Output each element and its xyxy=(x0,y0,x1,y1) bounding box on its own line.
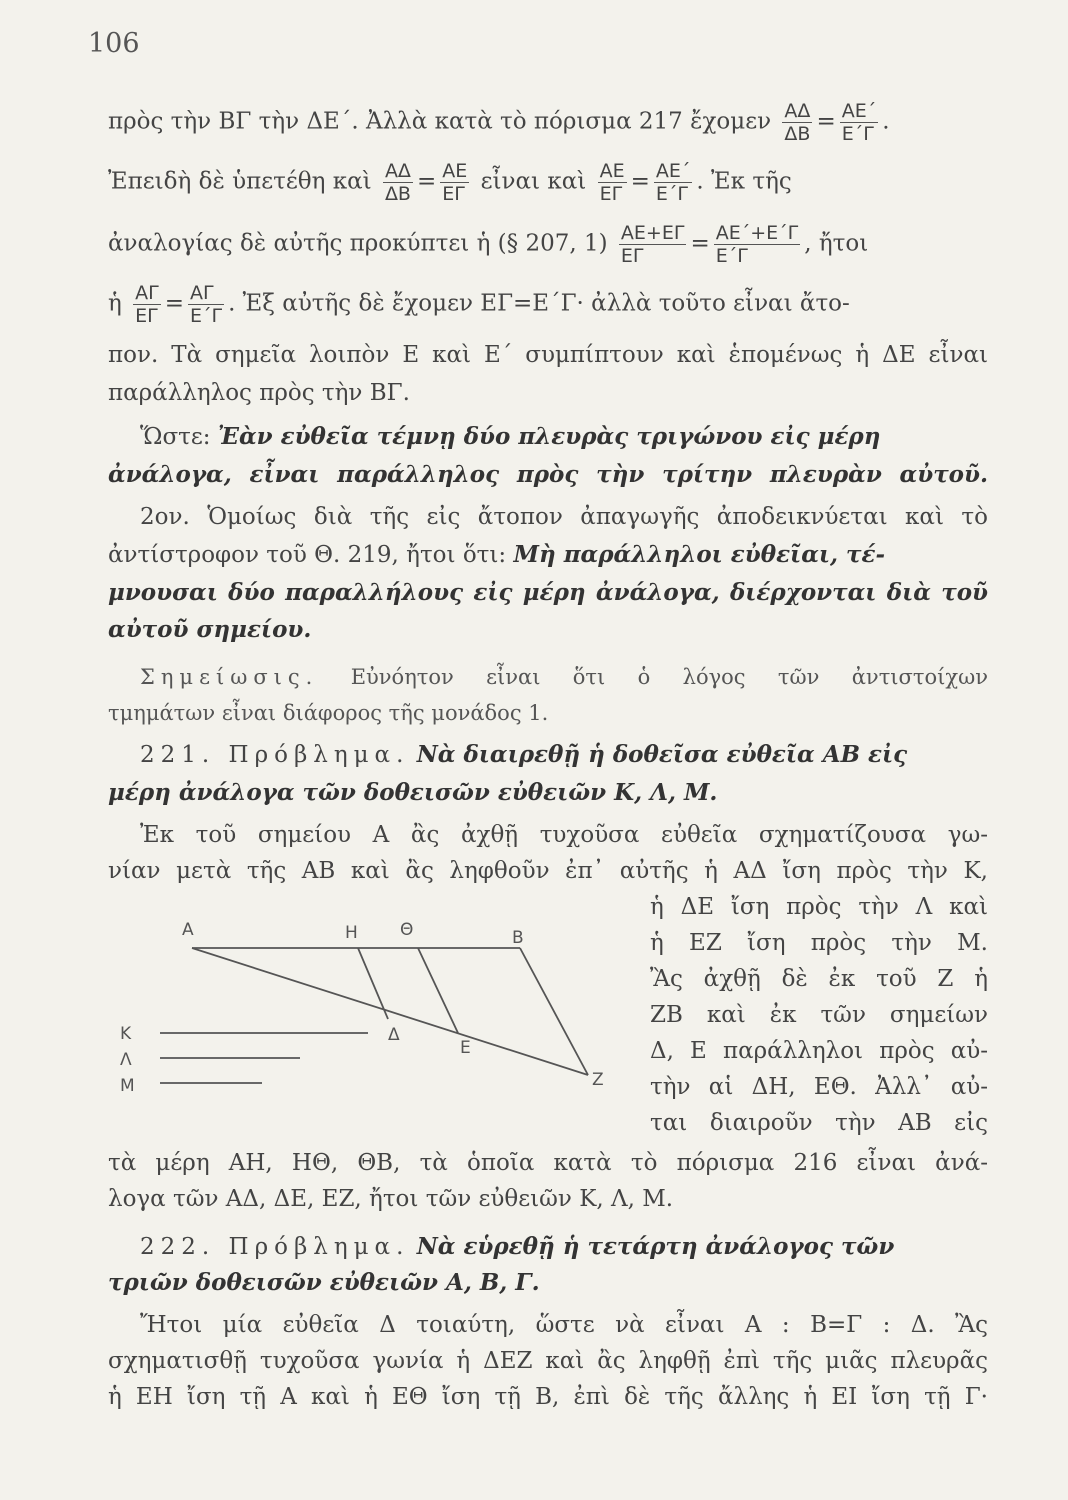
label-H: Η xyxy=(345,923,358,943)
segment-AZ xyxy=(192,948,588,1075)
label-B: Β xyxy=(512,928,524,948)
italic-statement: μνουσαι δύο παραλλήλους εἰς μέρη ἀνάλογα, διέρχονται διὰ τοῦ xyxy=(108,579,988,606)
text-span: Ἐκ τῆς xyxy=(711,168,792,195)
italic-statement: αὐτοῦ σημείου. xyxy=(108,616,312,643)
note-line: Σημείωσις. Εὐνόητον εἶναι ὅτι ὁ λόγος τῶν ἀντιστοίχων xyxy=(140,665,988,689)
text-line: Δ, Ε παράλληλοι πρὸς αὐ- xyxy=(650,1038,988,1064)
segment-ETh xyxy=(418,948,458,1033)
fraction: $\frac{AE΄}{E΄\Gamma}$ xyxy=(841,100,877,145)
text-span: ἡ xyxy=(108,290,122,317)
text-line: Ἤτοι μία εὐθεῖα Δ τοιαύτη, ὥστε νὰ εἶναι Α : Β=Γ : Δ. Ἂς xyxy=(140,1312,988,1338)
problem-heading: 222. Πρόβλημα. Νὰ εὑρεθῇ ἡ τετάρτη ἀνάλογος τῶν xyxy=(140,1233,895,1260)
text-span: , ἤτοι xyxy=(804,230,869,257)
text-line: ἡ ΔΕ ἴση πρὸς τὴν Λ καὶ xyxy=(650,894,988,920)
fraction: $\frac{AE΄+E΄\Gamma}{E΄\Gamma}$ xyxy=(715,222,799,267)
text-line: ἀντίστροφον τοῦ Θ. 219, ἤτοι ὅτι: Μὴ παράλληλοι εὐθεῖαι, τέ- xyxy=(108,541,886,568)
text-span: . Ἐξ αὐτῆς δὲ ἔχομεν ΕΓ=Ε΄Γ· ἀλλὰ τοῦτο εἶναι ἄτο- xyxy=(228,290,850,317)
italic-statement: Ἐὰν εὐθεῖα τέμνῃ δύο πλευρὰς τριγώνου εἰς μέρη xyxy=(217,423,881,450)
fraction: $\frac{AE΄}{E΄\Gamma}$ xyxy=(655,160,691,205)
fraction: $\frac{A\Gamma}{E\Gamma}$ xyxy=(135,282,159,327)
label-Th: Θ xyxy=(400,920,414,940)
note-line: τμημάτων εἶναι διάφορος τῆς μονάδος 1. xyxy=(108,701,549,725)
text-line: σχηματισθῇ τυχοῦσα γωνία ἡ ΔΕΖ καὶ ἂς ληφθῇ ἐπὶ τῆς μιᾶς πλευρᾶς xyxy=(108,1348,988,1374)
text-line: τὰ μέρη ΑΗ, ΗΘ, ΘΒ, τὰ ὁποῖα κατὰ τὸ πόρισμα 216 εἶναι ἀνά- xyxy=(108,1150,988,1176)
geometry-figure xyxy=(100,905,640,1135)
italic-statement: μέρη ἀνάλογα τῶν δοθεισῶν εὐθειῶν Κ, Λ, Μ. xyxy=(108,779,718,806)
fraction: $\frac{A\Gamma}{E΄\Gamma}$ xyxy=(189,282,223,327)
text-line: πον. Τὰ σημεῖα λοιπὸν Ε καὶ Ε΄ συμπίπτουν καὶ ἑπομένως ἡ ΔΕ εἶναι xyxy=(108,342,988,368)
italic-statement: ἀνάλογα, εἶναι παράλληλος πρὸς τὴν τρίτην πλευρὰν αὐτοῦ. xyxy=(108,461,988,488)
italic-statement: τριῶν δοθεισῶν εὐθειῶν Α, Β, Γ. xyxy=(108,1269,540,1296)
text-line: ται διαιροῦν τὴν ΑΒ εἰς xyxy=(650,1110,988,1136)
text-line: λογα τῶν ΑΔ, ΔΕ, ΕΖ, ἤτοι τῶν εὐθειῶν Κ, Λ, Μ. xyxy=(108,1186,674,1212)
label-E: Ε xyxy=(460,1038,471,1058)
fraction: $\frac{AE}{E\Gamma}$ xyxy=(599,160,625,205)
text-line: ἡ ΕΗ ἴση τῇ Α καὶ ἡ ΕΘ ἴση τῇ Β, ἐπὶ δὲ τῆς ἄλλης ἡ ΕΙ ἴση τῇ Γ· xyxy=(108,1384,988,1410)
text-span: πρὸς τὴν ΒΓ τὴν ΔΕ΄. Ἀλλὰ κατὰ τὸ πόρισμα 217 ἔχομεν xyxy=(108,108,772,135)
text-line: παράλληλος πρὸς τὴν ΒΓ. xyxy=(108,380,410,406)
text-line: ἀναλογίας δὲ αὐτῆς προκύπτει ἡ (§ 207, 1) $\frac{AE+E\Gamma}{E\Gamma}$ = $\frac{AE΄+E΄\Gamma}{E΄\Gamma}$ , ἤτοι xyxy=(108,222,869,267)
text-line: ἡ $\frac{A\Gamma}{E\Gamma}$ = $\frac{A\Gamma}{E΄\Gamma}$ . Ἐξ αὐτῆς δὲ ἔχομεν ΕΓ=Ε΄Γ· ἀλλὰ τοῦτο εἶναι ἄτο- xyxy=(108,282,850,327)
label-M: Μ xyxy=(120,1076,135,1096)
fraction: $\frac{AE}{E\Gamma}$ xyxy=(442,160,468,205)
text-line: ἡ ΕΖ ἴση πρὸς τὴν Μ. xyxy=(650,930,988,956)
fraction: $\frac{A\Delta}{\Delta B}$ xyxy=(784,100,811,145)
text-line: ΖΒ καὶ ἐκ τῶν σημείων xyxy=(650,1002,988,1028)
fraction: $\frac{A\Delta}{\Delta B}$ xyxy=(384,160,411,205)
label-K: Κ xyxy=(120,1024,132,1044)
italic-statement: Μὴ παράλληλοι εὐθεῖαι, τέ- xyxy=(513,541,886,568)
label-Z: Ζ xyxy=(592,1070,604,1090)
label-A: Α xyxy=(182,920,194,940)
label-L: Λ xyxy=(120,1050,132,1070)
text-line: Ἐκ τοῦ σημείου Α ἂς ἀχθῇ τυχοῦσα εὐθεῖα σχηματίζουσα γω- xyxy=(140,822,988,848)
text-line: Ἂς ἀχθῇ δὲ ἐκ τοῦ Ζ ἡ xyxy=(650,966,988,992)
label-D: Δ xyxy=(388,1025,400,1045)
text-line: πρὸς τὴν ΒΓ τὴν ΔΕ΄. Ἀλλὰ κατὰ τὸ πόρισμα 217 ἔχομεν $\frac{A\Delta}{\Delta B}$ = $\frac{AE΄}{E΄\Gamma}$ . xyxy=(108,100,890,145)
text-line: τὴν αἱ ΔΗ, ΕΘ. Ἀλλ᾽ αὐ- xyxy=(650,1074,988,1100)
text-line: Ὥστε: Ἐὰν εὐθεῖα τέμνῃ δύο πλευρὰς τριγώνου εἰς μέρη xyxy=(140,423,881,450)
text-span: ἀναλογίας δὲ αὐτῆς προκύπτει ἡ (§ 207, 1) xyxy=(108,230,608,257)
text-line: Ἐπειδὴ δὲ ὑπετέθη καὶ $\frac{A\Delta}{\Delta B}$ = $\frac{AE}{E\Gamma}$ εἶναι καὶ $\frac{AE}{E\Gamma}$ = $\frac{AE΄}{E΄\Gamma}$ . Ἐκ τῆς xyxy=(108,160,792,205)
text-line: νίαν μετὰ τῆς ΑΒ καὶ ἂς ληφθοῦν ἐπ᾽ αὐτῆς ἡ ΑΔ ἴση πρὸς τὴν Κ, xyxy=(108,858,988,884)
page-number: 106 xyxy=(88,28,140,59)
text-line: 2ον. Ὁμοίως διὰ τῆς εἰς ἄτοπον ἀπαγωγῆς ἀποδεικνύεται καὶ τὸ xyxy=(140,504,988,530)
problem-heading: 221. Πρόβλημα. Νὰ διαιρεθῇ ἡ δοθεῖσα εὐθεῖα ΑΒ εἰς xyxy=(140,741,908,768)
segment-DH xyxy=(358,948,388,1019)
fraction: $\frac{AE+E\Gamma}{E\Gamma}$ xyxy=(620,222,685,267)
text-span: εἶναι καὶ xyxy=(480,168,587,195)
text-span: Ἐπειδὴ δὲ ὑπετέθη καὶ xyxy=(108,168,372,195)
